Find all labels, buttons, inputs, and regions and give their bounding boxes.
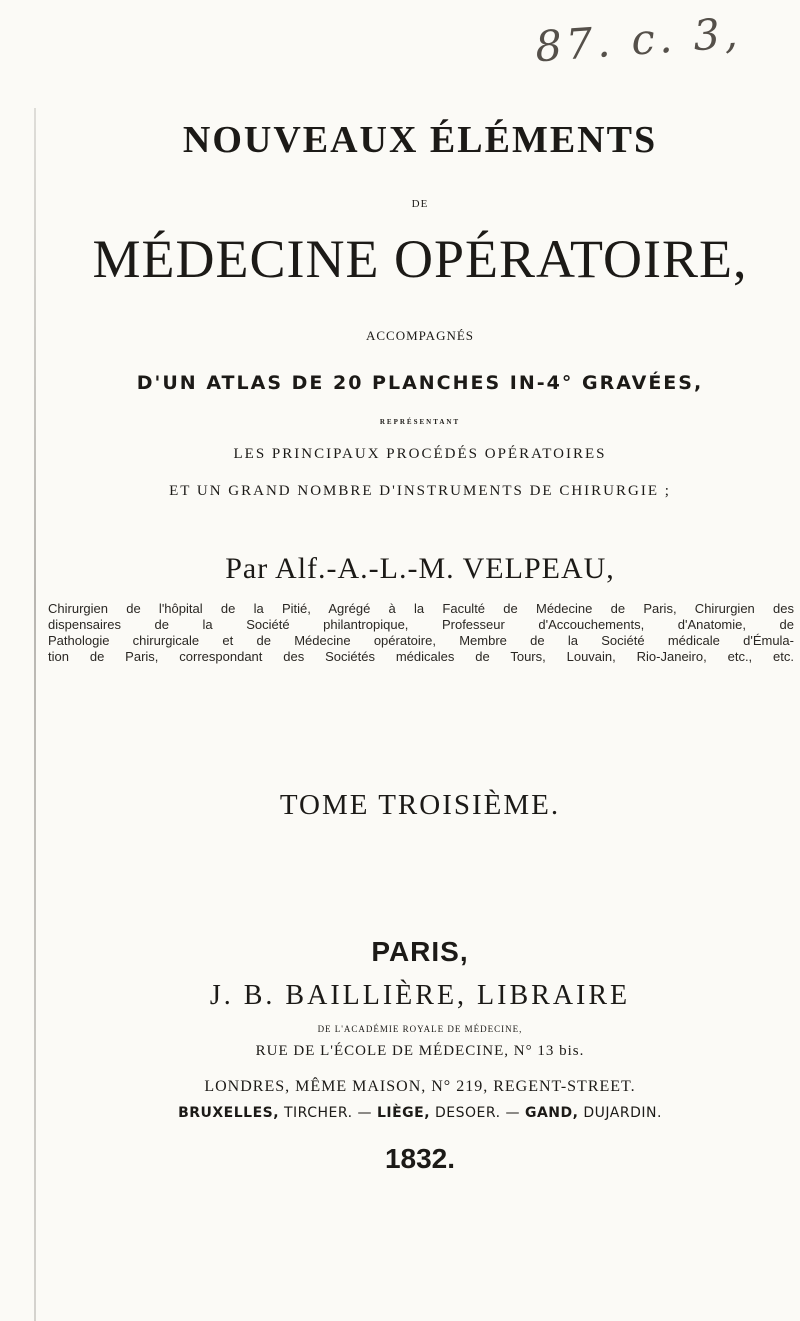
- imprint-dujardin: DUJARDIN.: [583, 1105, 662, 1121]
- imprint-tircher: TIRCHER. —: [284, 1105, 372, 1121]
- title-line-1: NOUVEAUX ÉLÉMENTS: [182, 119, 658, 161]
- imprint-street: RUE DE L'ÉCOLE DE MÉDECINE, N° 13 bis.: [255, 1043, 585, 1059]
- page-binding-edge: [34, 108, 36, 1321]
- imprint-academy: DE L'ACADÉMIE ROYALE DE MÉDECINE,: [317, 1024, 523, 1034]
- imprint-city: PARIS,: [371, 936, 469, 967]
- imprint-bruxelles: BRUXELLES,: [178, 1105, 280, 1121]
- author-name: Par Alf.-A.-L.-M. VELPEAU,: [225, 552, 615, 585]
- subtitle-representant: REPRÉSENTANT: [379, 418, 461, 426]
- author-description-line: tion de Paris, correspondant des Sociétés médicales de Tours, Louvain, Rio-Janeiro, etc., etc.: [48, 649, 794, 664]
- imprint-gand: GAND,: [524, 1105, 579, 1121]
- author-description-line: dispensaires de la Société philantropique, Professeur d'Accouchements, d'Anatomie, de: [48, 617, 794, 632]
- title-line-3: MÉDECINE OPÉRATOIRE,: [92, 229, 748, 289]
- subtitle-accompagnes: ACCOMPAGNÉS: [365, 328, 475, 343]
- subtitle-procedes: LES PRINCIPAUX PROCÉDÉS OPÉRATOIRES: [233, 446, 607, 462]
- volume-label: TOME TROISIÈME.: [279, 789, 561, 821]
- imprint-london: LONDRES, MÊME MAISON, N° 219, REGENT-STREET.: [204, 1078, 636, 1095]
- subtitle-instruments: ET UN GRAND NOMBRE D'INSTRUMENTS DE CHIRURGIE ;: [169, 483, 671, 499]
- subtitle-atlas: D'UN ATLAS DE 20 PLANCHES IN-4° GRAVÉES,: [136, 372, 704, 394]
- imprint-liege: LIÈGE,: [376, 1105, 431, 1121]
- imprint-year: 1832.: [384, 1143, 456, 1174]
- author-description: [48, 601, 794, 665]
- author-description-line: Pathologie chirurgicale et de Médecine opératoire, Membre de la Société médicale d'Émula-: [48, 633, 794, 648]
- imprint-belgium: [40, 1105, 800, 1121]
- title-line-2: DE: [411, 198, 429, 210]
- imprint-desoer: DESOER. —: [434, 1105, 520, 1121]
- imprint-publisher: J. B. BAILLIÈRE, LIBRAIRE: [209, 980, 631, 1011]
- author-description-line: Chirurgien de l'hôpital de la Pitié, Agrégé à la Faculté de Médecine de Paris, Chirurgien des: [48, 601, 794, 616]
- handwritten-shelfmark: 87. c. 3,: [533, 8, 743, 72]
